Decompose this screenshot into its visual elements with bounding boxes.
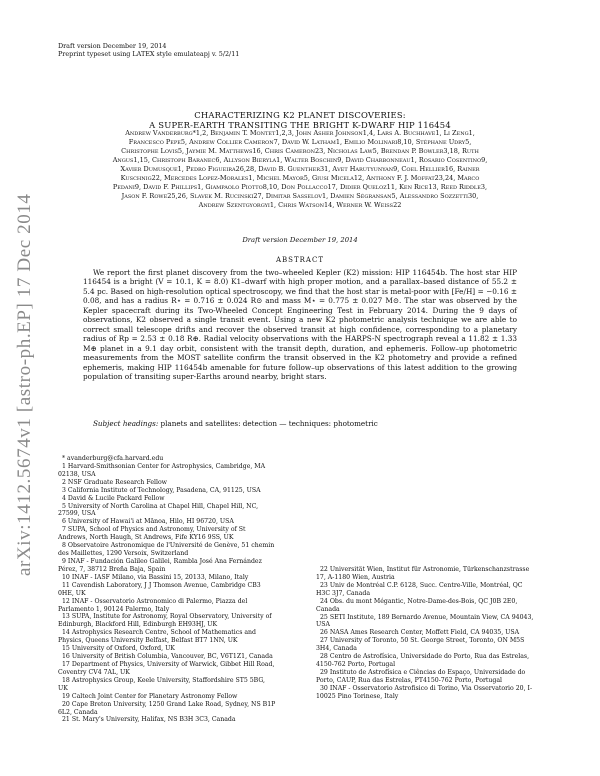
affiliation: 22 Universität Wien, Institut für Astronomie, Türkenschanzstrasse 17, A-1180 Wien, Austria: [316, 566, 530, 581]
author-line: Angus1,15, Christoph Baranec6, Allyson Bieryla1, Walter Boschin9, David Charbonneau1, Rosario Cosentino9,: [112, 155, 488, 164]
affiliation: 18 Astrophysics Group, Keele University, Staffordshire ST5 5BG, UK: [58, 676, 266, 692]
author-line: Andrew Szentgyorgyi1, Chris Watson14, Werner W. Weiss22: [198, 200, 402, 209]
affiliation: 25 SETI Institute, 189 Bernardo Avenue, Mountain View, CA 94043, USA: [316, 613, 534, 629]
affiliation: 1 Harvard-Smithsonian Center for Astrophysics, Cambridge, MA 02138, USA: [58, 462, 266, 478]
affiliation: 17 Department of Physics, University of Warwick, Gibbet Hill Road, Coventry CV4 7AL, UK: [58, 660, 275, 676]
affiliation: 19 Caltech Joint Center for Planetary Astronomy Fellow: [62, 692, 238, 700]
arxiv-identifier: arXiv:1412.5674v1 [astro-ph.EP] 17 Dec 2014: [14, 193, 35, 576]
subject-headings: [83, 419, 517, 428]
subject-headings-label: Subject headings:: [93, 419, 159, 428]
affiliation: 8 Observatoire Astronomique de l'Université de Genève, 51 chemin des Maillettes, 1290 Versoix, Switzerland: [58, 542, 275, 558]
typeset-line: Preprint typeset using LATEX style emulateapj v. 5/2/11: [58, 50, 240, 59]
affiliation: 21 St. Mary's University, Halifax, NS B3H 3C3, Canada: [62, 716, 236, 724]
affiliation: 4 David & Lucile Packard Fellow: [62, 494, 165, 502]
draft-date: Draft version December 19, 2014: [242, 236, 358, 244]
affiliation: 24 Obs. du mont Mégantic, Notre-Dame-des-Bois, QC J0B 2E0, Canada: [316, 597, 518, 613]
affiliation: * avanderburg@cfa.harvard.edu: [62, 455, 164, 462]
author-line: Christophe Lovis5, Jaymie M. Matthews16, Chris Cameron23, Nicholas Law5, Brendan P. Bowler3,18, Ruth: [121, 146, 479, 155]
affiliation: 16 University of British Columbia, Vancouver, BC, V6T1Z1, Canada: [62, 653, 273, 661]
author-line: Jason F. Rowe25,26, Slavek M. Rucinski27, Dimitar Sasselov1, Damien Ségransan5, Alessandro Sozzetti30,: [121, 191, 479, 200]
abstract-text: We report the first planet discovery from the two–wheeled Kepler (K2) mission: HIP 116454b. The host star HIP 116454 is a bright (V = 10.1, K = 8.0) K1–dwarf with high proper motion, and a parallax–based distance of 55.2 ± 5.4 pc. Based on high-resolution optical spectroscopy, we find that the host star is metal-poor with [Fe/H] = −0.16 ± 0.08, and has a radius R⋆ = 0.716 ± 0.024 R⊙ and mass M⋆ = 0.775 ± 0.027 M⊙. The star was observed by the Kepler spacecraft during its Two-Wheeled Concept Engineering Test in February 2014. During the 9 days of observations, K2 observed a single transit event. Using a new K2 photometric analysis technique we are able to correct small telescope drifts and recover the observed transit at high confidence, corresponding to a planetary radius of Rp = 2.53 ± 0.18 R⊕. Radial velocity observations with the HARPS-N spectrograph reveal a 11.82 ± 1.33 M⊕ planet in a 9.1 day orbit, consistent with the transit depth, duration, and ephemeris. Follow–up photometric measurements from the MOST satellite confirm the transit observed in the K2 photometry and provide a refined ephemeris, making HIP 116454b amenable for future follow–up observations of this latest addition to the growing population of transiting super-Earths around nearby, bright stars.: [83, 268, 517, 381]
affiliation: 14 Astrophysics Research Centre, School of Mathematics and Physics, Queens University Belfast, Belfast BT7 1NN, UK: [58, 629, 256, 645]
affiliation: 7 SUPA, School of Physics and Astronomy, University of St Andrews, North Haugh, St Andrews, Fife KY16 9SS, UK: [58, 526, 246, 542]
draft-version-line: Draft version December 19, 2014: [58, 42, 167, 50]
author-line: Andrew Vanderburg*1,2, Benjamin T. Montet1,2,3, John Asher Johnson1,4, Lars A. Buchhave1, Li Zeng1,: [125, 129, 475, 137]
subject-headings-text: planets and satellites: detection — techniques: photometric: [158, 419, 378, 428]
affiliation: 3 California Institute of Technology, Pasadena, CA, 91125, USA: [62, 486, 261, 494]
affiliation: 29 Instituto de Astrofísica e Ciências do Espaço, Universidade do Porto, CAUP, Rua das Estrelas, PT4150-762 Porto, Portugal: [316, 668, 526, 684]
affiliation: 28 Centro de Astrofísica, Universidade do Porto, Rua das Estrelas, 4150-762 Porto, Portugal: [316, 653, 530, 669]
affiliations-left-column: [58, 455, 276, 724]
author-line: Xavier Dumusque1, Pedro Figueira26,28, David B. Guenther31, Avet Harutyunyan9, Coel Hellier16, Rainer: [120, 164, 480, 173]
title-line-1: CHARACTERIZING K2 PLANET DISCOVERIES:: [194, 110, 406, 120]
affiliation: 26 NASA Ames Research Center, Moffett Field, CA 94035, USA: [320, 629, 520, 637]
affiliation: 10 INAF - IASF Milano, via Bassini 15, 20133, Milano, Italy: [62, 573, 249, 581]
affiliation: 2 NSF Graduate Research Fellow: [62, 478, 167, 486]
affiliation: 12 INAF - Osservatorio Astronomico di Palermo, Piazza del Parlamento 1, 90124 Palermo, Italy: [58, 597, 248, 613]
author-list: [60, 129, 540, 210]
author-line: Kuschnig22, Mercedes Lopez-Morales1, Michel Mayor5, Giusi Micela12, Anthony F. J. Moffat23,24, Marco: [120, 173, 480, 182]
affiliation: 6 University of Hawai'i at Mānoa, Hilo, HI 96720, USA: [62, 518, 234, 526]
paper-title: [60, 110, 540, 130]
affiliation: 13 SUPA, Institute for Astronomy, Royal Observatory, University of Edinburgh, Blackford Hill, Edinburgh EH93HJ, UK: [58, 613, 272, 629]
author-line: Francesco Pepe5, Andrew Collier Cameron7, David W. Latham1, Emilio Molinari8,10, Stéphane Udry5,: [128, 137, 472, 146]
affiliations-right-column: [316, 566, 534, 701]
author-line: Pedani9, David F. Phillips1, Giampaolo Piotto8,10, Don Pollacco17, Didier Queloz11, Ken Rice13, Reed Riddle3,: [112, 182, 488, 191]
affiliation: 9 INAF - Fundación Galileo Galilei, Rambla José Ana Fernández Pérez, 7, 38712 Breña Baja, Spain: [58, 557, 262, 573]
affiliation: 5 University of North Carolina at Chapel Hill, Chapel Hill, NC, 27599, USA: [58, 502, 259, 518]
affiliation: 27 University of Toronto, 50 St. George Street, Toronto, ON M5S 3H4, Canada: [316, 637, 525, 653]
affiliation: 30 INAF - Osservatorio Astrofisico di Torino, Via Osservatorio 20, I-10025 Pino Torinese, Italy: [316, 684, 533, 700]
affiliation: 23 Univ de Montréal C.P. 6128, Succ. Centre-Ville, Montréal, QC H3C 3J7, Canada: [316, 581, 523, 597]
affiliation: 20 Cape Breton University, 1250 Grand Lake Road, Sydney, NS B1P 6L2, Canada: [58, 700, 276, 716]
abstract-heading: ABSTRACT: [275, 256, 324, 264]
title-line-2: A SUPER-EARTH TRANSITING THE BRIGHT K-DWARF HIP 116454: [149, 120, 451, 131]
affiliation: 11 Cavendish Laboratory, J J Thomson Avenue, Cambridge CB3 0HE, UK: [58, 581, 261, 597]
preprint-header: [58, 42, 239, 58]
affiliation: 15 University of Oxford, Oxford, UK: [62, 645, 175, 653]
